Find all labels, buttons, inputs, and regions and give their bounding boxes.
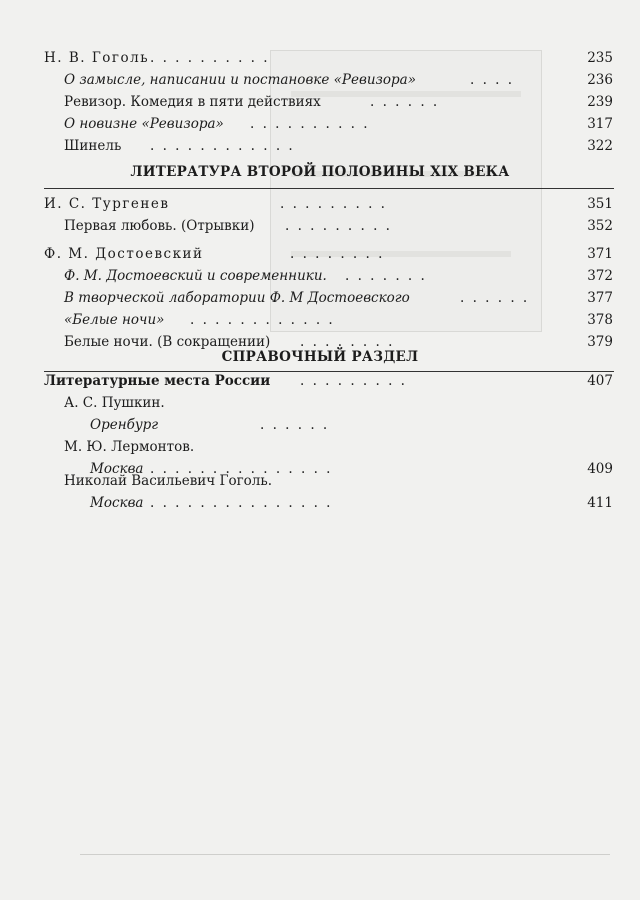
- page-number: 235: [587, 50, 613, 66]
- toc-entry-moskva-2[interactable]: [0, 492, 640, 514]
- page-number: 407: [587, 373, 613, 389]
- toc-entry-novizna[interactable]: [0, 113, 640, 135]
- page-number: 372: [587, 268, 613, 284]
- entry-title: Шинель: [64, 138, 122, 154]
- entry-title: «Белые ночи»: [64, 312, 165, 328]
- leader-dots: . . . . . . . . . . . . . . .: [150, 495, 333, 511]
- page-number: 317: [587, 116, 613, 132]
- page-number: 239: [587, 94, 613, 110]
- toc-entry-shinel[interactable]: [0, 135, 640, 157]
- entry-title: О замысле, написании и постановке «Ревизора»: [64, 72, 416, 88]
- entry-title: Н. В. Гоголь: [44, 50, 150, 66]
- page-number: 378: [587, 312, 613, 328]
- leader-dots: . . . . . . . . . .: [250, 116, 370, 132]
- page-number: 377: [587, 290, 613, 306]
- leader-dots: . . . . . . . . . . . .: [190, 312, 335, 328]
- toc-entry-lermontov[interactable]: [0, 436, 640, 458]
- leader-dots: . . . . . .: [370, 94, 440, 110]
- entry-title: В творческой лаборатории Ф. М Достоевского: [64, 290, 410, 306]
- entry-title: И. С. Тургенев: [44, 196, 170, 212]
- leader-dots: . . . . . . . . . . . .: [150, 138, 295, 154]
- toc-entry-pushkin[interactable]: [0, 392, 640, 414]
- page-footer-rule: [80, 854, 610, 855]
- entry-title: Первая любовь. (Отрывки): [64, 218, 255, 234]
- entry-title: Москва: [90, 495, 144, 511]
- entry-title: Москва: [90, 461, 144, 477]
- page-number: 351: [587, 196, 613, 212]
- leader-dots: . . . . . .: [260, 417, 330, 433]
- leader-dots: . . . . . . .: [345, 268, 427, 284]
- section-heading-lit-19: ЛИТЕРАТУРА ВТОРОЙ ПОЛОВИНЫ XIX ВЕКА: [130, 164, 510, 180]
- section-heading-spravochny: СПРАВОЧНЫЙ РАЗДЕЛ: [221, 349, 419, 365]
- page-number: 322: [587, 138, 613, 154]
- entry-title: Николай Васильевич Гоголь.: [64, 473, 272, 489]
- leader-dots: . . . . . . . . . .: [150, 50, 270, 66]
- page-number: 411: [587, 495, 613, 511]
- toc-entry-gogol[interactable]: [0, 47, 640, 69]
- leader-dots: . . . . . . . .: [300, 334, 395, 350]
- entry-title: Литературные места России: [44, 373, 271, 389]
- entry-title: Оренбург: [90, 417, 159, 433]
- leader-dots: . . . . . .: [460, 290, 530, 306]
- toc-entry-orenburg[interactable]: [0, 414, 640, 436]
- toc-entry-dostoevsky[interactable]: [0, 243, 640, 265]
- page-number: 409: [587, 461, 613, 477]
- entry-title: А. С. Пушкин.: [64, 395, 165, 411]
- page-number: 371: [587, 246, 613, 262]
- toc-entry-revizor[interactable]: [0, 91, 640, 113]
- toc-entry-laboratoria[interactable]: [0, 287, 640, 309]
- toc-entry-lit-mesta[interactable]: [0, 370, 640, 392]
- toc-entry-gogol-full[interactable]: [0, 470, 640, 492]
- toc-entry-lyubov[interactable]: [0, 215, 640, 237]
- toc-entry-belye-title[interactable]: [0, 309, 640, 331]
- toc-entry-turgenev[interactable]: [0, 193, 640, 215]
- page-number: 236: [587, 72, 613, 88]
- leader-dots: . . . . . . . . . . . . . . .: [150, 461, 333, 477]
- leader-dots: . . . . . . . . .: [300, 373, 407, 389]
- toc-entry-sovremenniki[interactable]: [0, 265, 640, 287]
- leader-dots: . . . . . . . .: [290, 246, 385, 262]
- leader-dots: . . . . . . . . .: [285, 218, 392, 234]
- page-number: 352: [587, 218, 613, 234]
- leader-dots: . . . . . . . . .: [280, 196, 387, 212]
- entry-title: Ревизор. Комедия в пяти действиях: [64, 94, 321, 110]
- entry-title: М. Ю. Лермонтов.: [64, 439, 195, 455]
- entry-title: О новизне «Ревизора»: [64, 116, 224, 132]
- toc-entry-zamysel[interactable]: [0, 69, 640, 91]
- leader-dots: . . . .: [470, 72, 515, 88]
- entry-title: Ф. М. Достоевский: [44, 246, 204, 262]
- entry-title: Белые ночи. (В сокращении): [64, 334, 271, 350]
- section-rule: [44, 188, 614, 189]
- page-number: 379: [587, 334, 613, 350]
- entry-title: Ф. М. Достоевский и современники.: [64, 268, 327, 284]
